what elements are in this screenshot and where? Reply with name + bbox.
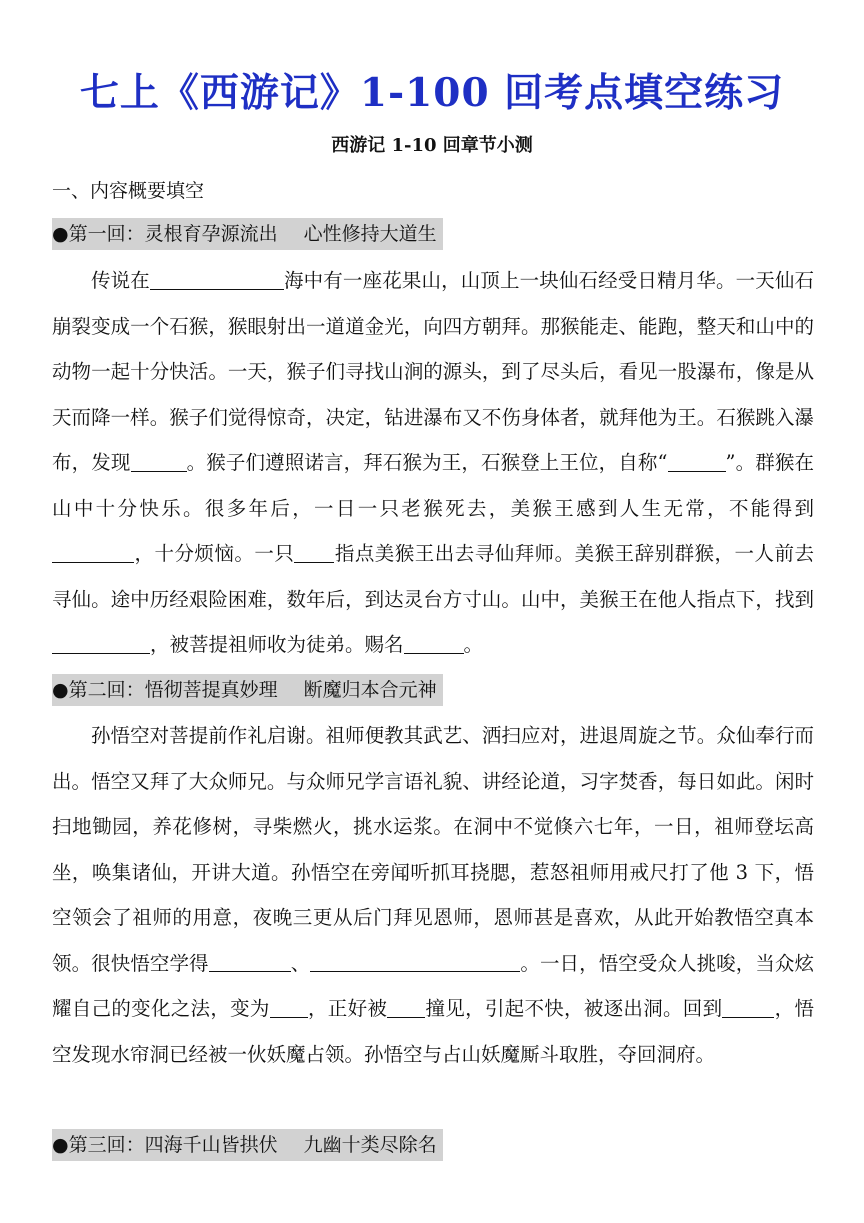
text-segment: 指点美猴王出去寻仙拜师。美猴王辞别群猴，一人前去寻仙。途中历经艰险困难，数年后，到达灵台方寸山。山中，美猴王在他人指点下，找到 (52, 542, 814, 611)
chapter-2-heading (52, 674, 443, 706)
text-segment: 海中有一座花果山，山顶上一块仙石经受日精月华。一天仙石崩裂变成一个石猴，猴眼射出一道道金光，向四方朝拜。那猴能走、能跑，整天和山中的动物一起十分快活。一天，猴子们寻找山涧的源头，到了尽头后，看见一股瀑布，像是从天而降一样。猴子们觉得惊奇，决定，钻进瀑布又不伤身体者，就拜他为王。石猴跳入瀑布，发现 (52, 269, 814, 474)
text-segment: 、 (290, 951, 311, 975)
chapter-1-paragraph (52, 258, 814, 668)
section-heading: 一、内容概要填空 (52, 180, 205, 202)
text-segment: ”。群猴在山中十分快乐。很多年后，一日一只老猴死去，美猴王感到人生无常，不能得到 (52, 451, 814, 520)
chapter-3-heading (52, 1129, 443, 1161)
text-segment: 孙悟空对菩提前作礼启谢。祖师便教其武艺、洒扫应对，进退周旋之节。众仙奉行而出。悟空又拜了大众师兄。与众师兄学言语礼貌、讲经论道，习字焚香，每日如此。闲时扫地锄园，养花修树，寻柴燃火，挑水运浆。在洞中不觉倏六七年，一日，祖师登坛高坐，唤集诸仙，开讲大道。孙悟空在旁闻听抓耳挠腮，惹怒祖师用戒尺打了他 3 下，悟空领会了祖师的用意，夜晚三更从后门拜见恩师，恩师甚是喜欢，从此开始教悟空真本领。很快悟空学得 (52, 724, 814, 975)
text-segment: ，被菩提祖师收为徒弟。赐名 (150, 633, 404, 656)
document-title: 七上《西游记》1-100 回考点填空练习 (79, 70, 785, 116)
document-subtitle: 西游记 1-10 回章节小测 (331, 135, 533, 156)
fill-blank[interactable] (270, 996, 308, 1017)
text-segment: 。猴子们遵照诺言，拜石猴为王，石猴登上王位，自称“ (186, 451, 668, 474)
fill-blank[interactable] (52, 632, 150, 653)
fill-blank[interactable] (294, 541, 334, 562)
text-segment: 传说在 (91, 269, 150, 292)
chapter-2-paragraph (52, 713, 814, 1077)
fill-blank[interactable] (131, 450, 187, 471)
fill-blank[interactable] (209, 951, 291, 972)
fill-blank[interactable] (722, 996, 774, 1017)
text-segment: ，悟空发现水帘洞已经被一伙妖魔占领。孙悟空与占山妖魔厮斗取胜，夺回洞府。 (52, 997, 814, 1066)
fill-blank[interactable] (404, 632, 464, 653)
fill-blank[interactable] (668, 450, 726, 471)
text-segment: ，正好被 (307, 997, 388, 1020)
text-segment: 。一日，悟空受众人挑唆，当众炫耀自己的变化之法，变为 (52, 951, 814, 1020)
chapter-1-heading (52, 218, 443, 250)
fill-blank[interactable] (150, 268, 284, 289)
text-segment: 撞见，引起不快，被逐出洞。回到 (425, 997, 723, 1020)
fill-blank[interactable] (387, 996, 425, 1017)
chapter-1-title: ●第一回：灵根育孕源流出 (52, 223, 278, 245)
text-segment: 。 (463, 633, 484, 656)
chapter-3-subtitle: 九幽十类尽除名 (303, 1134, 437, 1156)
chapter-2-subtitle: 断魔归本合元神 (303, 679, 437, 701)
text-segment: ，十分烦恼。一只 (134, 542, 295, 565)
chapter-1-subtitle: 心性修持大道生 (303, 223, 437, 245)
fill-blank[interactable] (52, 541, 134, 562)
chapter-3-title: ●第三回：四海千山皆拱伏 (52, 1134, 278, 1156)
chapter-2-title: ●第二回：悟彻菩提真妙理 (52, 679, 278, 701)
fill-blank[interactable] (310, 951, 520, 972)
